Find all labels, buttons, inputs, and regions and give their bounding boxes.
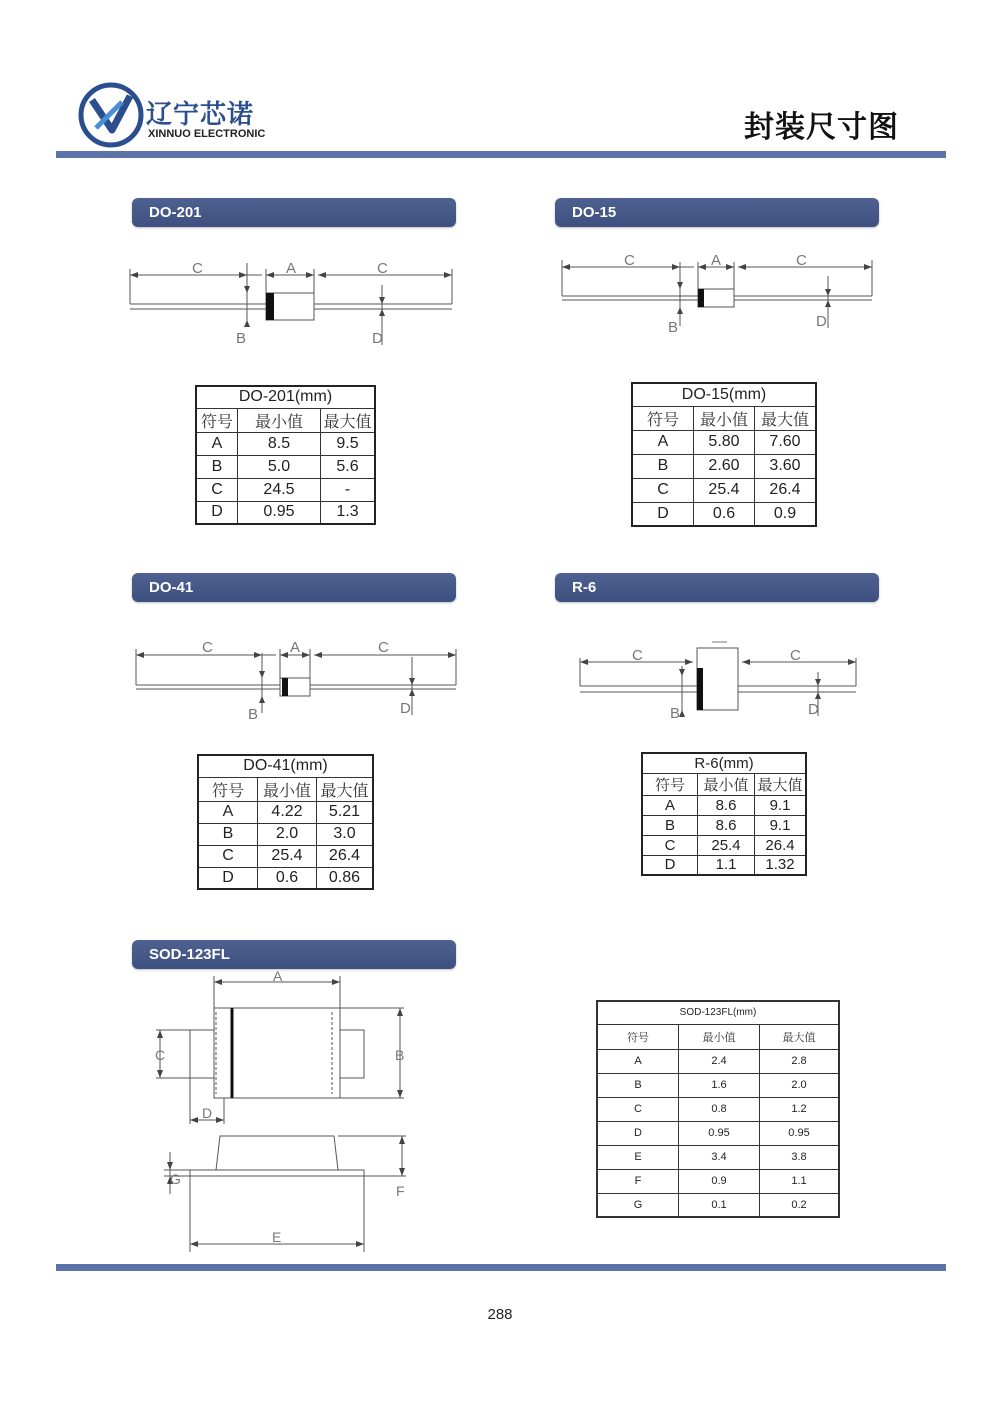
dim-label-g: G: [170, 1171, 181, 1187]
table-title: R-6(mm): [642, 753, 806, 773]
table-cell: 0.1: [679, 1193, 760, 1217]
table-title: SOD-123FL(mm): [597, 1001, 839, 1024]
table-cell: 2.4: [679, 1049, 760, 1073]
section-bar-do41: DO-41: [132, 573, 456, 602]
table-cell: 0.2: [760, 1193, 840, 1217]
table-cell: B: [642, 815, 698, 835]
table-row: [198, 823, 373, 845]
section-bar-do15: DO-15: [555, 198, 879, 227]
do15-dimension-table: [631, 382, 817, 527]
r6-dimension-table: [641, 752, 807, 876]
col-header-max: 最大值: [321, 408, 376, 432]
table-cell: 0.9: [679, 1169, 760, 1193]
company-name-cn: 辽宁芯诺: [146, 100, 255, 130]
table-cell: -: [321, 478, 376, 501]
table-row: [196, 455, 375, 478]
col-header-symbol: 符号: [632, 406, 694, 430]
table-cell: 3.4: [679, 1145, 760, 1169]
dim-label-c-right: C: [790, 647, 801, 664]
table-row: [597, 1145, 839, 1169]
table-row: [597, 1073, 839, 1097]
table-cell: 2.8: [760, 1049, 840, 1073]
table-title: DO-41(mm): [198, 755, 373, 777]
table-row: [632, 430, 816, 454]
table-row: [642, 835, 806, 855]
section-bar-do201: DO-201: [132, 198, 456, 227]
sod123fl-dimension-table: [596, 1000, 840, 1218]
table-row: [632, 478, 816, 502]
table-cell: D: [196, 501, 238, 524]
table-row: [597, 1193, 839, 1217]
dim-label-b: B: [236, 330, 247, 347]
table-row: [198, 845, 373, 867]
table-cell: C: [632, 478, 694, 502]
table-cell: E: [597, 1145, 679, 1169]
table-cell: F: [597, 1169, 679, 1193]
table-cell: 0.8: [679, 1097, 760, 1121]
dim-label-a: A: [290, 639, 301, 656]
table-cell: B: [632, 454, 694, 478]
table-cell: 26.4: [755, 835, 807, 855]
table-cell: 3.8: [760, 1145, 840, 1169]
table-cell: 1.2: [760, 1097, 840, 1121]
table-title: DO-15(mm): [632, 383, 816, 406]
table-row: [597, 1049, 839, 1073]
table-cell: G: [597, 1193, 679, 1217]
table-cell: D: [632, 502, 694, 526]
footer-rule: [56, 1264, 946, 1271]
r6-outline-drawing: [576, 636, 860, 728]
col-header-symbol: 符号: [196, 408, 238, 432]
table-row: [196, 432, 375, 455]
dim-label-d: D: [808, 701, 819, 718]
dim-label-c-left: C: [202, 639, 213, 656]
table-row: [642, 855, 806, 875]
col-header-min: 最小值: [238, 408, 321, 432]
dim-label-d: D: [372, 330, 383, 347]
table-cell: 9.5: [321, 432, 376, 455]
table-cell: 1.3: [321, 501, 376, 524]
table-cell: 5.80: [694, 430, 755, 454]
table-cell: B: [597, 1073, 679, 1097]
table-cell: 2.0: [760, 1073, 840, 1097]
dim-label-a: A: [286, 260, 297, 277]
table-row: [198, 801, 373, 823]
dim-label-c-left: C: [624, 252, 635, 269]
do201-outline-drawing: [126, 255, 456, 350]
table-cell: B: [198, 823, 258, 845]
table-cell: 5.21: [317, 801, 374, 823]
table-row: [642, 815, 806, 835]
do41-dimension-table: [197, 754, 374, 890]
table-cell: 1.1: [760, 1169, 840, 1193]
dim-label-b: B: [395, 1047, 405, 1063]
sod123fl-outline-drawing: [150, 968, 412, 1254]
table-row: [597, 1121, 839, 1145]
dim-label-d: D: [400, 700, 411, 717]
col-header-min: 最小值: [258, 777, 317, 801]
col-header-max: 最大值: [755, 406, 817, 430]
table-cell: 8.6: [698, 815, 755, 835]
table-cell: 2.0: [258, 823, 317, 845]
dim-label-c-right: C: [377, 260, 388, 277]
table-title: DO-201(mm): [196, 386, 375, 408]
dim-label-d: D: [202, 1105, 213, 1121]
col-header-max: 最大值: [755, 773, 807, 795]
section-bar-r6: R-6: [555, 573, 879, 602]
table-cell: B: [196, 455, 238, 478]
table-cell: 26.4: [755, 478, 817, 502]
table-cell: 0.95: [760, 1121, 840, 1145]
table-cell: 0.6: [694, 502, 755, 526]
page-number: 288: [487, 1306, 513, 1323]
dim-label-d: D: [816, 313, 827, 330]
table-cell: 25.4: [698, 835, 755, 855]
table-cell: C: [196, 478, 238, 501]
table-cell: 9.1: [755, 815, 807, 835]
table-cell: D: [198, 867, 258, 889]
table-row: [632, 502, 816, 526]
table-row: [196, 501, 375, 524]
header-rule: [56, 151, 946, 158]
dim-label-c-right: C: [378, 639, 389, 656]
table-cell: 0.86: [317, 867, 374, 889]
table-cell: 8.5: [238, 432, 321, 455]
col-header-min: 最小值: [694, 406, 755, 430]
table-cell: 1.6: [679, 1073, 760, 1097]
dim-label-f: F: [396, 1183, 405, 1199]
table-row: [642, 795, 806, 815]
col-header-symbol: 符号: [597, 1024, 679, 1049]
dim-label-e: E: [272, 1229, 282, 1245]
table-cell: C: [198, 845, 258, 867]
table-cell: 1.1: [698, 855, 755, 875]
table-cell: 4.22: [258, 801, 317, 823]
dim-label-b: B: [248, 706, 259, 723]
table-cell: A: [597, 1049, 679, 1073]
table-cell: A: [642, 795, 698, 815]
table-cell: C: [642, 835, 698, 855]
company-name-en: XINNUO ELECTRONIC: [148, 128, 266, 140]
table-cell: D: [597, 1121, 679, 1145]
table-row: [198, 867, 373, 889]
table-cell: 25.4: [694, 478, 755, 502]
dim-label-a: A: [711, 252, 722, 269]
table-cell: C: [597, 1097, 679, 1121]
table-cell: 0.6: [258, 867, 317, 889]
table-cell: 2.60: [694, 454, 755, 478]
table-cell: 3.60: [755, 454, 817, 478]
table-cell: 25.4: [258, 845, 317, 867]
dim-label-b: B: [670, 705, 681, 722]
do15-outline-drawing: [558, 248, 878, 338]
table-cell: 0.95: [238, 501, 321, 524]
table-cell: 8.6: [698, 795, 755, 815]
dim-label-c-left: C: [192, 260, 203, 277]
col-header-symbol: 符号: [642, 773, 698, 795]
dim-label-a: A: [273, 968, 283, 984]
dim-label-c-right: C: [796, 252, 807, 269]
dim-label-c: C: [155, 1047, 166, 1063]
table-cell: 24.5: [238, 478, 321, 501]
table-cell: 1.32: [755, 855, 807, 875]
table-cell: 26.4: [317, 845, 374, 867]
table-cell: A: [196, 432, 238, 455]
table-cell: A: [198, 801, 258, 823]
table-row: [597, 1097, 839, 1121]
table-cell: A: [632, 430, 694, 454]
page-title: 封装尺寸图: [744, 110, 899, 145]
dim-label-c-left: C: [632, 647, 643, 664]
table-cell: 0.95: [679, 1121, 760, 1145]
do201-dimension-table: [195, 385, 376, 525]
table-cell: 0.9: [755, 502, 817, 526]
table-cell: 3.0: [317, 823, 374, 845]
table-cell: 5.0: [238, 455, 321, 478]
col-header-max: 最大值: [317, 777, 374, 801]
table-cell: 5.6: [321, 455, 376, 478]
table-row: [196, 478, 375, 501]
table-cell: D: [642, 855, 698, 875]
do41-outline-drawing: [132, 633, 460, 725]
col-header-symbol: 符号: [198, 777, 258, 801]
table-row: [597, 1169, 839, 1193]
table-row: [632, 454, 816, 478]
section-bar-sod123fl: SOD-123FL: [132, 940, 456, 969]
col-header-max: 最大值: [760, 1024, 840, 1049]
table-cell: 9.1: [755, 795, 807, 815]
col-header-min: 最小值: [679, 1024, 760, 1049]
col-header-min: 最小值: [698, 773, 755, 795]
dim-label-a: —: [712, 636, 727, 650]
dim-label-b: B: [668, 319, 679, 336]
table-cell: 7.60: [755, 430, 817, 454]
